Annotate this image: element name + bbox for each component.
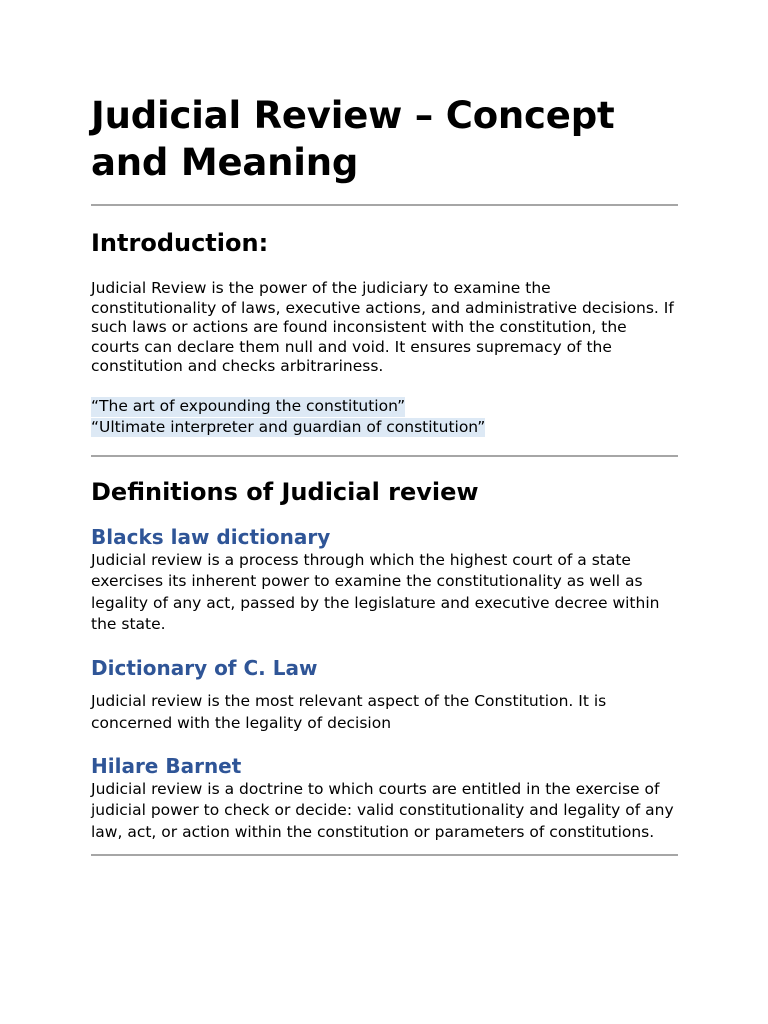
definition-source-blacks: Blacks law dictionary	[91, 525, 331, 550]
quote-2: “Ultimate interpreter and guardian of constitution”	[91, 417, 486, 436]
divider-after-introduction	[91, 455, 678, 457]
definition-source-dictionary: Dictionary of C. Law	[91, 656, 318, 681]
definition-text-barnet: Judicial review is a doctrine to which courts are entitled in the exercise of judicial power to check or decide: valid constitutionality and legality of any law, act, or action within the constitution or parameters of constitutions.	[91, 779, 674, 841]
introduction-heading: Introduction:	[91, 229, 269, 257]
quote-1: “The art of expounding the constitution”	[91, 396, 406, 415]
divider-after-title	[91, 204, 678, 206]
quote-block	[91, 396, 678, 437]
document-content	[91, 92, 678, 856]
definitions-heading: Definitions of Judicial review	[91, 478, 479, 507]
introduction-paragraph: Judicial Review is the power of the judiciary to examine the constitutionality of laws, executive actions, and administrative decisions. If such laws or actions are found inconsistent with the constitution, the courts can declare them null and void. It ensures supremacy of the constitution and checks arbitrariness.	[91, 279, 674, 376]
document-title: Judicial Review – Concept and Meaning	[91, 94, 615, 184]
definition-text-dictionary: Judicial review is the most relevant aspect of the Constitution. It is concerned with the legality of decision	[91, 692, 607, 732]
definition-source-barnet: Hilare Barnet	[91, 753, 242, 778]
divider-end	[91, 854, 678, 856]
definition-text-blacks: Judicial review is a process through which the highest court of a state exercises its inherent power to examine the constitutionality as well as legality of any act, passed by the legislature and executive decree within the state.	[91, 551, 660, 634]
